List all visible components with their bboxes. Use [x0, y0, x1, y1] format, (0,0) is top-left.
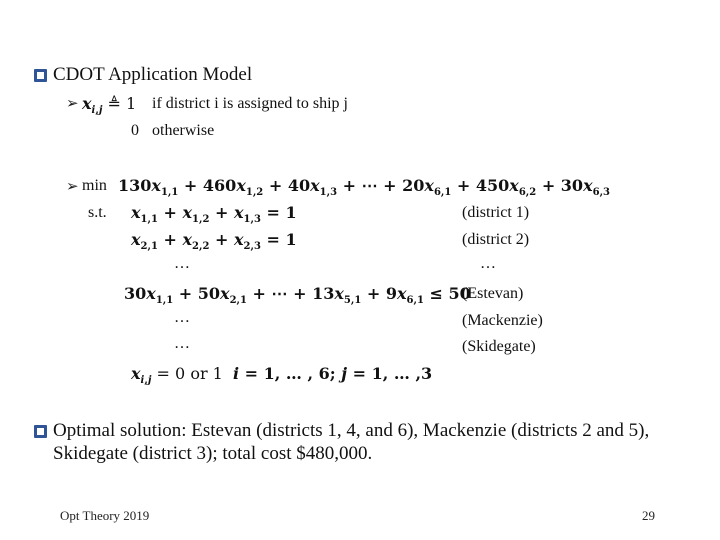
min-label: min — [82, 177, 107, 194]
definition-condition-1: if district i is assigned to ship j — [152, 95, 348, 112]
arrow-bullet-icon: ➢ — [66, 96, 79, 112]
constraint-label-district-2: (district 2) — [462, 231, 530, 248]
objective-function: $130x_{1,1} + 460x_{1,2} + 40x_{1,3}$ + ⋯ + $20x_{6,1} + 450x_{6,2} + 30x_{6,3}$ — [118, 176, 611, 198]
constraint-label-mackenzie: (Mackenzie) — [462, 312, 543, 329]
domain-constraint: $x_{i,j} = 0$ or 1 i = 1, … , 6; j = 1, … ,3 — [131, 364, 433, 386]
domain-suffix: 0 or 1 — [175, 364, 223, 383]
constraint-district-1: $x_{1,1} + x_{1,2} + x_{1,3} = 1$ — [131, 203, 297, 225]
definition-value-0: 0 — [131, 122, 139, 139]
solution-line-2: Skidegate (district 3); total cost $480,000. — [53, 443, 373, 464]
constraint-district-2: $x_{2,1} + x_{2,2} + x_{2,3} = 1$ — [131, 230, 297, 252]
solution-line-1: Optimal solution: Estevan (districts 1, 4, and 6), Mackenzie (districts 2 and 5), — [53, 420, 650, 441]
ellipsis: … — [174, 309, 190, 326]
variable-definition: $x_{i,j}$ ≜ 1 — [82, 94, 137, 116]
constraint-label-district-1: (district 1) — [462, 204, 530, 221]
page-number: 29 — [642, 508, 655, 523]
ellipsis: … — [174, 335, 190, 352]
square-bullet-icon — [34, 69, 47, 82]
constraint-label-skidegate: (Skidegate) — [462, 338, 536, 355]
ellipsis: … — [480, 255, 496, 272]
constraint-estevan: $30x_{1,1} + 50x_{2,1}$ + ⋯ + $13x_{5,1} + 9x_{6,1} \le 50$ — [124, 284, 471, 306]
square-bullet-icon — [34, 425, 47, 438]
arrow-bullet-icon: ➢ — [66, 179, 79, 195]
footer-text: Opt Theory 2019 — [60, 508, 150, 523]
st-label: s.t. — [88, 204, 107, 221]
ellipsis: … — [174, 255, 190, 272]
constraint-label-estevan: (Estevan) — [462, 285, 524, 302]
definition-condition-0: otherwise — [152, 122, 215, 139]
section-title: CDOT Application Model — [53, 64, 253, 85]
